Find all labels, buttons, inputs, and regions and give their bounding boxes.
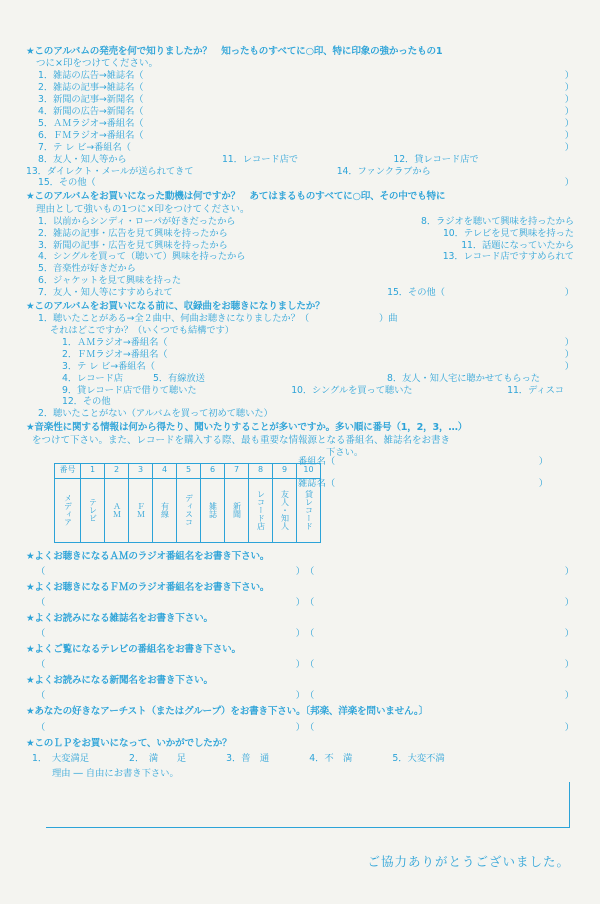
q3-sub-3-label: 3．テ レ ビ→番組名（ <box>62 360 155 372</box>
question-3-heading: ★このアルバムをお買いになる前に、収録曲をお聴きになりましたか？ <box>26 300 325 312</box>
close-paren: ） <box>295 659 305 671</box>
section-newspaper <box>26 675 574 702</box>
table-num-7[interactable]: 7 <box>225 463 249 478</box>
close-paren: ） <box>295 690 305 702</box>
section-newspaper-answers[interactable] <box>36 690 574 702</box>
q3-count-suffix: ）曲 <box>379 313 398 325</box>
q2-option-15-label: 15．その他（ <box>387 287 445 299</box>
close-paren: ） <box>295 628 305 640</box>
close-paren: ） <box>564 94 574 106</box>
q3-row-9[interactable] <box>62 385 574 397</box>
table-num-2[interactable]: 2 <box>105 463 129 478</box>
q3-sub-2-label: 2．ＦＭラジオ→番組名（ <box>62 348 168 360</box>
q1-option-14-label[interactable]: 14．ファンクラブから <box>336 165 431 177</box>
close-paren: ） <box>564 129 574 141</box>
close-paren: ） <box>564 628 574 640</box>
q3-option-4-label[interactable]: 4．レコード店 <box>62 372 123 384</box>
rating-option-3[interactable]: 3．普 通 <box>226 752 270 764</box>
table-label-record-shop-text: レコード店 <box>256 490 266 531</box>
close-paren: ） <box>564 565 574 577</box>
table-label-fm-text: ＦＭ <box>136 502 146 519</box>
table-label-tv[interactable] <box>81 478 105 542</box>
question-2 <box>26 191 574 299</box>
close-paren: ） <box>564 70 574 82</box>
rating-option-1[interactable]: 1． 大変満足 <box>32 752 90 764</box>
q2-option-13-label[interactable]: 13．レコード店ですすめられて <box>442 251 574 263</box>
satisfaction-options[interactable] <box>32 753 574 765</box>
question-5 <box>26 738 574 828</box>
q2-option-1-label: 1．以前からシンディ・ローパが好きだったから <box>38 215 236 227</box>
open-paren: （ <box>305 597 315 608</box>
question-1-subheading: つに×印をつけてください。 <box>36 58 158 70</box>
q4-right-fields <box>298 456 548 500</box>
q3-line-1[interactable] <box>38 313 574 325</box>
open-paren: （ <box>305 628 315 640</box>
question-1 <box>26 46 574 189</box>
tv-answer-2[interactable] <box>305 659 574 671</box>
table-label-magazine[interactable] <box>201 478 225 542</box>
q3-row-4[interactable] <box>62 373 574 385</box>
media-rank-table[interactable] <box>54 463 321 543</box>
q1-option-6[interactable] <box>38 130 574 142</box>
section-magazine <box>26 613 574 640</box>
q1-option-12-label[interactable]: 12．貸レコード店で <box>393 153 479 165</box>
tv-answer-1[interactable] <box>36 659 305 671</box>
open-paren: （ <box>305 721 315 733</box>
close-paren: ） <box>564 177 574 189</box>
q2-option-7-label: 7．友人・知人等にすすめられて <box>38 287 173 299</box>
q3-option-5-label[interactable]: 5．有線放送 <box>153 372 205 384</box>
question-5-heading: ★このＬＰをお買いになって、いかがでしたか？ <box>26 737 232 749</box>
q1-option-4-label: 4．新聞の広告→新聞名（ <box>38 106 144 118</box>
reason-label: 理由 ― 自由にお書き下さい。 <box>52 767 179 779</box>
q2-option-10-label[interactable]: 10．テレビを見て興味を持った <box>442 227 574 239</box>
thanks-message: ご協力ありがとうございました。 <box>367 854 570 869</box>
table-label-disco-text: ディスコ <box>184 494 194 527</box>
q1-option-3-label: 3．新聞の記事→新聞名（ <box>38 94 144 106</box>
table-label-friends[interactable] <box>273 478 297 542</box>
table-label-disco[interactable] <box>177 478 201 542</box>
close-paren: ） <box>564 141 574 153</box>
q2-row-7[interactable] <box>38 287 574 299</box>
q4-program-name-field[interactable] <box>298 456 548 468</box>
close-paren: ） <box>538 478 548 490</box>
section-magazine-heading: ★よくお読みになる雑誌名をお書き下さい。 <box>26 612 213 624</box>
q3-option-11-label[interactable]: 11．ディスコ <box>507 384 564 396</box>
q1-option-8-label: 8．友人・知人等から <box>38 153 127 165</box>
artist-answer-1[interactable] <box>36 722 305 734</box>
magazine-answer-1[interactable] <box>36 628 305 640</box>
rating-option-5[interactable]: 5．大変不満 <box>392 752 445 764</box>
table-num-5[interactable]: 5 <box>177 463 201 478</box>
table-row-numbers <box>55 463 321 478</box>
q1-option-7[interactable] <box>38 142 574 154</box>
fm-radio-answer-1[interactable] <box>36 597 305 609</box>
close-paren: ） <box>564 659 574 671</box>
section-artist <box>26 706 574 733</box>
question-4 <box>26 422 574 542</box>
open-paren: （ <box>305 659 315 671</box>
q1-option-2-label: 2．雑誌の記事→雑誌名（ <box>38 82 144 94</box>
open-paren: （ <box>36 597 46 608</box>
close-paren: ） <box>295 721 305 733</box>
q2-row-2[interactable] <box>38 228 574 240</box>
q3-sub-1-label: 1．ＡＭラジオ→番組名（ <box>62 337 168 349</box>
section-am-radio-answers[interactable] <box>36 566 574 578</box>
q2-option-5[interactable]: 5．音楽性が好きだから <box>38 263 136 275</box>
q1-option-15[interactable] <box>38 177 574 189</box>
section-tv <box>26 644 574 671</box>
open-paren: （ <box>305 565 315 577</box>
close-paren: ） <box>564 106 574 118</box>
table-num-10[interactable]: 10 <box>297 463 321 478</box>
close-paren: ） <box>564 82 574 94</box>
table-label-am-text: ＡＭ <box>112 502 122 519</box>
table-media-label <box>55 478 81 542</box>
am-radio-answer-1[interactable] <box>36 566 305 578</box>
table-label-rental-text: 貸レコード <box>304 490 314 531</box>
q3-option-12[interactable]: 12．その他 <box>62 396 111 408</box>
section-magazine-answers[interactable] <box>36 628 574 640</box>
q1-option-6-label: 6．ＦＭラジオ→番組名（ <box>38 129 144 141</box>
section-artist-answers[interactable] <box>36 722 574 734</box>
open-paren: （ <box>36 565 46 577</box>
q1-option-13-label: 13．ダイレクト・メールが送られてきて <box>26 165 194 177</box>
section-newspaper-heading: ★よくお読みになる新聞名をお書き下さい。 <box>26 675 213 687</box>
question-4-subheading-2: 下さい。 <box>326 446 364 458</box>
table-label-tv-text: テレビ <box>88 498 98 523</box>
q4-magazine-name-label: 雑誌名（ <box>298 478 336 490</box>
q1-option-5-label: 5．ＡＭラジオ→番組名（ <box>38 117 144 129</box>
section-fm-radio-heading: ★よくお聴きになるＦＭのラジオ番組名をお書き下さい。 <box>26 581 270 593</box>
q3-sub-2[interactable] <box>62 349 574 361</box>
close-paren: ） <box>564 690 574 702</box>
newspaper-answer-1[interactable] <box>36 690 305 702</box>
q1-option-4[interactable] <box>38 106 574 118</box>
q3-option-10-label[interactable]: 10．シングルを買って聴いた <box>291 384 413 396</box>
table-num-1[interactable]: 1 <box>81 463 105 478</box>
q1-option-3[interactable] <box>38 94 574 106</box>
q3-option-9-label[interactable]: 9．貸レコード店で借りて聴いた <box>62 384 197 396</box>
question-2-heading: ★このアルバムをお買いになった動機は何ですか？ あてはまるものすべてに○印、その中でも特に <box>26 191 446 203</box>
open-paren: （ <box>36 628 46 640</box>
q1-option-11-label[interactable]: 11．レコード店で <box>221 153 298 165</box>
q1-option-7-label: 7．テ レ ビ→番組名（ <box>38 141 131 153</box>
table-label-fm[interactable] <box>129 478 153 542</box>
q1-option-5[interactable] <box>38 118 574 130</box>
section-am-radio-heading: ★よくお聴きになるＡＭのラジオ番組名をお書き下さい。 <box>26 550 270 562</box>
table-num-8[interactable]: 8 <box>249 463 273 478</box>
section-fm-radio-answers[interactable] <box>36 597 574 609</box>
table-label-newspaper-text: 新聞 <box>232 502 242 519</box>
table-media-label-text: メディア <box>63 494 73 527</box>
question-3 <box>26 301 574 420</box>
table-label-friends-text: 友人・知人 <box>280 490 290 531</box>
table-num-6[interactable]: 6 <box>201 463 225 478</box>
table-corner-text: 番号 <box>59 465 76 475</box>
table-label-wired[interactable] <box>153 478 177 542</box>
rating-option-2[interactable]: 2． 満 足 <box>129 752 187 764</box>
rating-option-4[interactable]: 4．不 満 <box>309 752 353 764</box>
table-label-newspaper[interactable] <box>225 478 249 542</box>
q1-option-row-13[interactable] <box>26 166 574 178</box>
q2-row-3[interactable] <box>38 240 574 252</box>
question-1-heading: ★このアルバムの発売を何で知りましたか？ 知ったものすべてに○印、特に印象の強かったもの1 <box>26 46 443 57</box>
open-paren: （ <box>305 690 315 702</box>
section-tv-heading: ★よくご覧になるテレビの番組名をお書き下さい。 <box>26 644 241 656</box>
section-am-radio <box>26 551 574 578</box>
q3-sub-1[interactable] <box>62 337 574 349</box>
q1-option-row-8[interactable] <box>38 154 574 166</box>
table-row-labels <box>55 478 321 542</box>
table-label-record-shop[interactable] <box>249 478 273 542</box>
q2-option-4-label: 4．シングルを買って（聴いて）興味を持ったから <box>38 251 246 263</box>
q2-row-4[interactable] <box>38 251 574 263</box>
close-paren: ） <box>295 565 305 577</box>
question-4-subheading: をつけて下さい。また、レコードを購入する際、最も重要な情報源となる番組名、雑誌名をお書き <box>32 434 451 446</box>
newspaper-answer-2[interactable] <box>305 690 574 702</box>
question-2-subheading: 理由として強いもの1つに×印をつけてください。 <box>36 203 250 215</box>
table-label-magazine-text: 雑誌 <box>208 502 218 519</box>
q2-row-1[interactable] <box>38 216 574 228</box>
q1-option-1-label: 1．雑誌の広告→雑誌名（ <box>38 70 144 82</box>
table-label-wired-text: 有線 <box>160 502 170 519</box>
table-corner-label <box>55 463 81 478</box>
table-num-3[interactable]: 3 <box>129 463 153 478</box>
table-label-am[interactable] <box>105 478 129 542</box>
close-paren: ） <box>564 348 574 360</box>
fm-radio-answer-2[interactable] <box>305 597 574 609</box>
section-fm-radio <box>26 582 574 609</box>
close-paren: ） <box>564 117 574 129</box>
q2-option-6[interactable]: 6．ジャケットを見て興味を持った <box>38 275 182 287</box>
close-paren: ） <box>564 287 574 299</box>
q2-option-8-label[interactable]: 8．ラジオを聴いて興味を持ったから <box>421 215 574 227</box>
q2-option-11-label[interactable]: 11．話題になっていたから <box>461 239 574 251</box>
magazine-answer-2[interactable] <box>305 628 574 640</box>
q3-line-2: それはどこですか？（いくつでも結構です） <box>50 325 234 337</box>
section-tv-answers[interactable] <box>36 659 574 671</box>
table-num-4[interactable]: 4 <box>153 463 177 478</box>
q3-option-last[interactable]: 2．聴いたことがない（アルバムを買って初めて聴いた） <box>38 408 273 420</box>
open-paren: （ <box>36 659 46 671</box>
am-radio-answer-2[interactable] <box>305 566 574 578</box>
q1-option-15-label: 15．その他（ <box>38 177 96 189</box>
table-num-9[interactable]: 9 <box>273 463 297 478</box>
question-4-heading: ★音楽性に関する情報は何から得たり、聞いたりすることが多いですか。多い順に番号（1，2，3，…） <box>26 422 468 434</box>
q2-option-2-label: 2．雑誌の記事・広告を見て興味を持ったから <box>38 227 228 239</box>
q4-program-name-label: 番組名（ <box>298 456 336 468</box>
open-paren: （ <box>36 690 46 702</box>
q3-line-1-label: 1．聴いたことがある→全２曲中、何曲お聴きになりましたか？（ <box>38 313 310 325</box>
artist-answer-2[interactable] <box>305 722 574 734</box>
q3-option-8-label[interactable]: 8．友人・知人宅に聴かせてもらった <box>387 372 540 384</box>
close-paren: ） <box>564 597 574 608</box>
close-paren: ） <box>295 597 305 608</box>
section-artist-heading: ★あなたの好きなアーチスト（またはグループ）をお書き下さい。〔邦楽、洋楽を問いません。〕 <box>26 706 428 718</box>
close-paren: ） <box>564 721 574 733</box>
q3-sub-3[interactable] <box>62 361 574 373</box>
q1-option-2[interactable] <box>38 82 574 94</box>
q4-magazine-name-field[interactable] <box>298 478 548 490</box>
close-paren: ） <box>538 456 548 468</box>
q2-option-3-label: 3．新聞の記事・広告を見て興味を持ったから <box>38 239 228 251</box>
q1-option-1[interactable] <box>38 70 574 82</box>
open-paren: （ <box>36 721 46 733</box>
close-paren: ） <box>564 360 574 372</box>
close-paren: ） <box>564 337 574 349</box>
reason-textarea[interactable] <box>46 782 570 828</box>
